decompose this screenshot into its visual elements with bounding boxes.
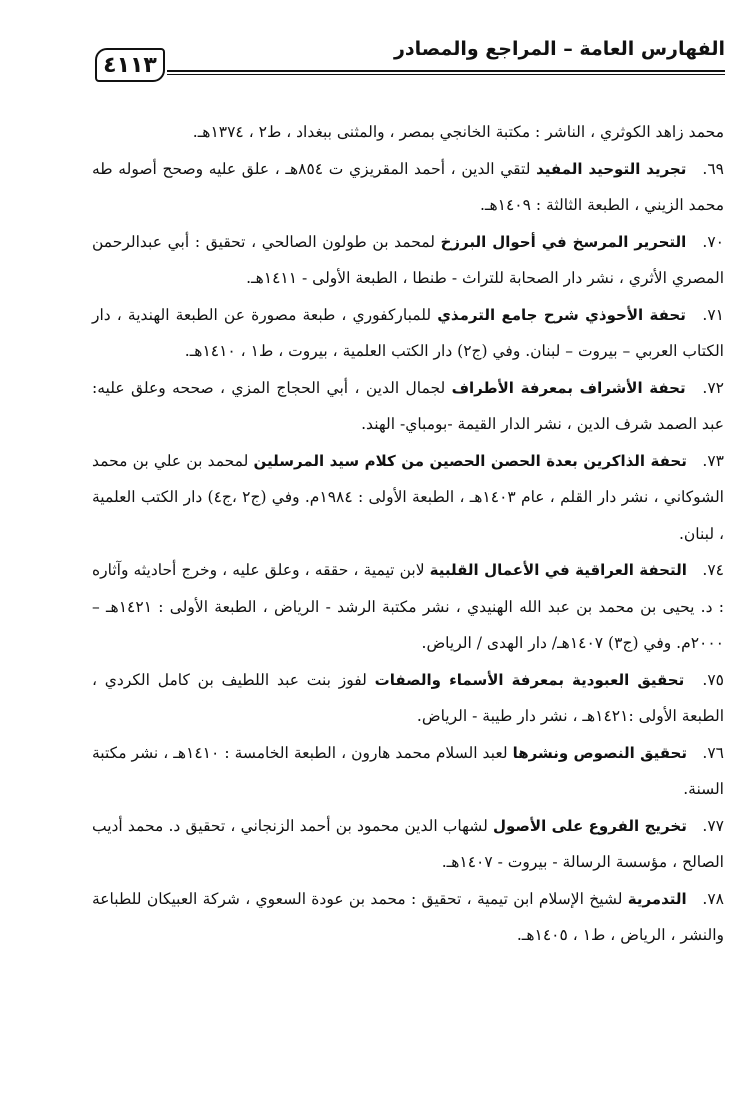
list-item bbox=[92, 552, 724, 662]
entry-title: تحقيق النصوص ونشرها bbox=[512, 743, 687, 762]
entry-title: تحفة الأحوذي شرح جامع الترمذي bbox=[437, 305, 686, 324]
list-item bbox=[92, 881, 724, 954]
entry-text: لابن تيمية ، حققه ، وعلق عليه ، وخرج أحاديثه وآثاره : د. يحيى بن محمد بن عبد الله الهنيدي ، نشر مكتبة الرشد - الرياض ، الطبعة الأولى : ١٤٢١هـ – ٢٠٠٠م. وفي (ج٣) ١٤٠٧هـ/ دار الهدى / الرياض. bbox=[92, 561, 724, 652]
entry-text: محمد زاهد الكوثري ، الناشر : مكتبة الخانجي بمصر ، والمثنى ببغداد ، ط٢ ، ١٣٧٤هـ. bbox=[192, 123, 724, 141]
list-item bbox=[92, 662, 724, 735]
entry-number: ٦٩. bbox=[702, 159, 725, 178]
list-item bbox=[92, 370, 724, 443]
entry-text: لعبد السلام محمد هارون ، الطبعة الخامسة : ١٤١٠هـ ، نشر مكتبة السنة. bbox=[92, 743, 724, 798]
entry-text: للمباركفوري ، طبعة مصورة عن الطبعة الهندية ، دار الكتاب العربي – بيروت – لبنان. وفي (ج٢) دار الكتب العلمية ، بيروت ، ط١ ، ١٤١٠هـ. bbox=[92, 305, 724, 360]
entry-text: لمحمد بن طولون الصالحي ، تحقيق : أبي عبدالرحمن المصري الأثري ، نشر دار الصحابة للتراث - طنطا ، الطبعة الأولى - ١٤١١هـ. bbox=[92, 232, 724, 287]
entry-text: لفوز بنت عبد اللطيف بن كامل الكردي ، الطبعة الأولى :١٤٢١هـ ، نشر دار طيبة - الرياض. bbox=[92, 670, 724, 725]
entry-text: لجمال الدين ، أبي الحجاج المزي ، صححه وعلق عليه: عبد الصمد شرف الدين ، نشر الدار القيمة -بومباي- الهند. bbox=[92, 378, 724, 433]
entry-title: تحقيق العبودية بمعرفة الأسماء والصفات bbox=[374, 670, 685, 689]
entry-text: لشيخ الإسلام ابن تيمية ، تحقيق : محمد بن عودة السعوي ، شركة العبيكان للطباعة والنشر ، الرياض ، ط١ ، ١٤٠٥هـ. bbox=[92, 889, 724, 944]
list-item bbox=[92, 443, 724, 553]
entry-title: تحفة الذاكرين بعدة الحصن الحصين من كلام سيد المرسلين bbox=[253, 451, 687, 470]
entry-number: ٧٢. bbox=[702, 378, 725, 397]
entry-number: ٧٦. bbox=[702, 743, 724, 762]
entry-title: تحفة الأشراف بمعرفة الأطراف bbox=[451, 378, 686, 397]
entry-text: لشهاب الدين محمود بن أحمد الزنجاني ، تحقيق د. محمد أديب الصالح ، مؤسسة الرسالة - بيروت - ١٤٠٧هـ. bbox=[92, 816, 724, 871]
entry-number: ٧٤. bbox=[702, 561, 724, 579]
page-header bbox=[95, 36, 725, 82]
entry-number: ٧٨. bbox=[702, 889, 724, 908]
list-item bbox=[92, 735, 724, 808]
entry-title: تجريد التوحيد المفيد bbox=[536, 159, 687, 178]
page-number: ٤١١٣ bbox=[95, 48, 165, 82]
header-rule bbox=[167, 70, 725, 75]
entry-text: لتقي الدين ، أحمد المقريزي ت ٨٥٤هـ ، علق عليه وصحح أصوله طه محمد الزيني ، الطبعة الثالثة : ١٤٠٩هـ. bbox=[92, 159, 724, 214]
entry-title: التدمرية bbox=[627, 889, 687, 908]
entry-number: ٧٧. bbox=[702, 816, 724, 835]
entry-number: ٧٥. bbox=[702, 670, 725, 689]
entry-title: التحرير المرسخ في أحوال البرزخ bbox=[440, 232, 687, 251]
list-item bbox=[92, 808, 724, 881]
list-item bbox=[92, 297, 724, 370]
entry-number: ٧١. bbox=[702, 305, 724, 324]
list-item bbox=[92, 151, 724, 224]
running-title: الفهارس العامة – المراجع والمصادر bbox=[393, 38, 725, 60]
entry-title: التحفة العراقية في الأعمال القلبية bbox=[429, 561, 687, 579]
list-item bbox=[92, 224, 724, 297]
references-list bbox=[92, 114, 724, 954]
entry-number: ٧٣. bbox=[702, 451, 725, 470]
entry-number: ٧٠. bbox=[702, 232, 724, 251]
entry-title: تخريج الفروع على الأصول bbox=[492, 816, 687, 835]
entry-text: لمحمد بن علي بن محمد الشوكاني ، نشر دار القلم ، عام ١٤٠٣هـ ، الطبعة الأولى : ١٩٨٤م. وفي (ج٢ ،ج٤) دار الكتب العلمية ، لبنان. bbox=[92, 451, 724, 543]
list-item bbox=[92, 114, 724, 151]
